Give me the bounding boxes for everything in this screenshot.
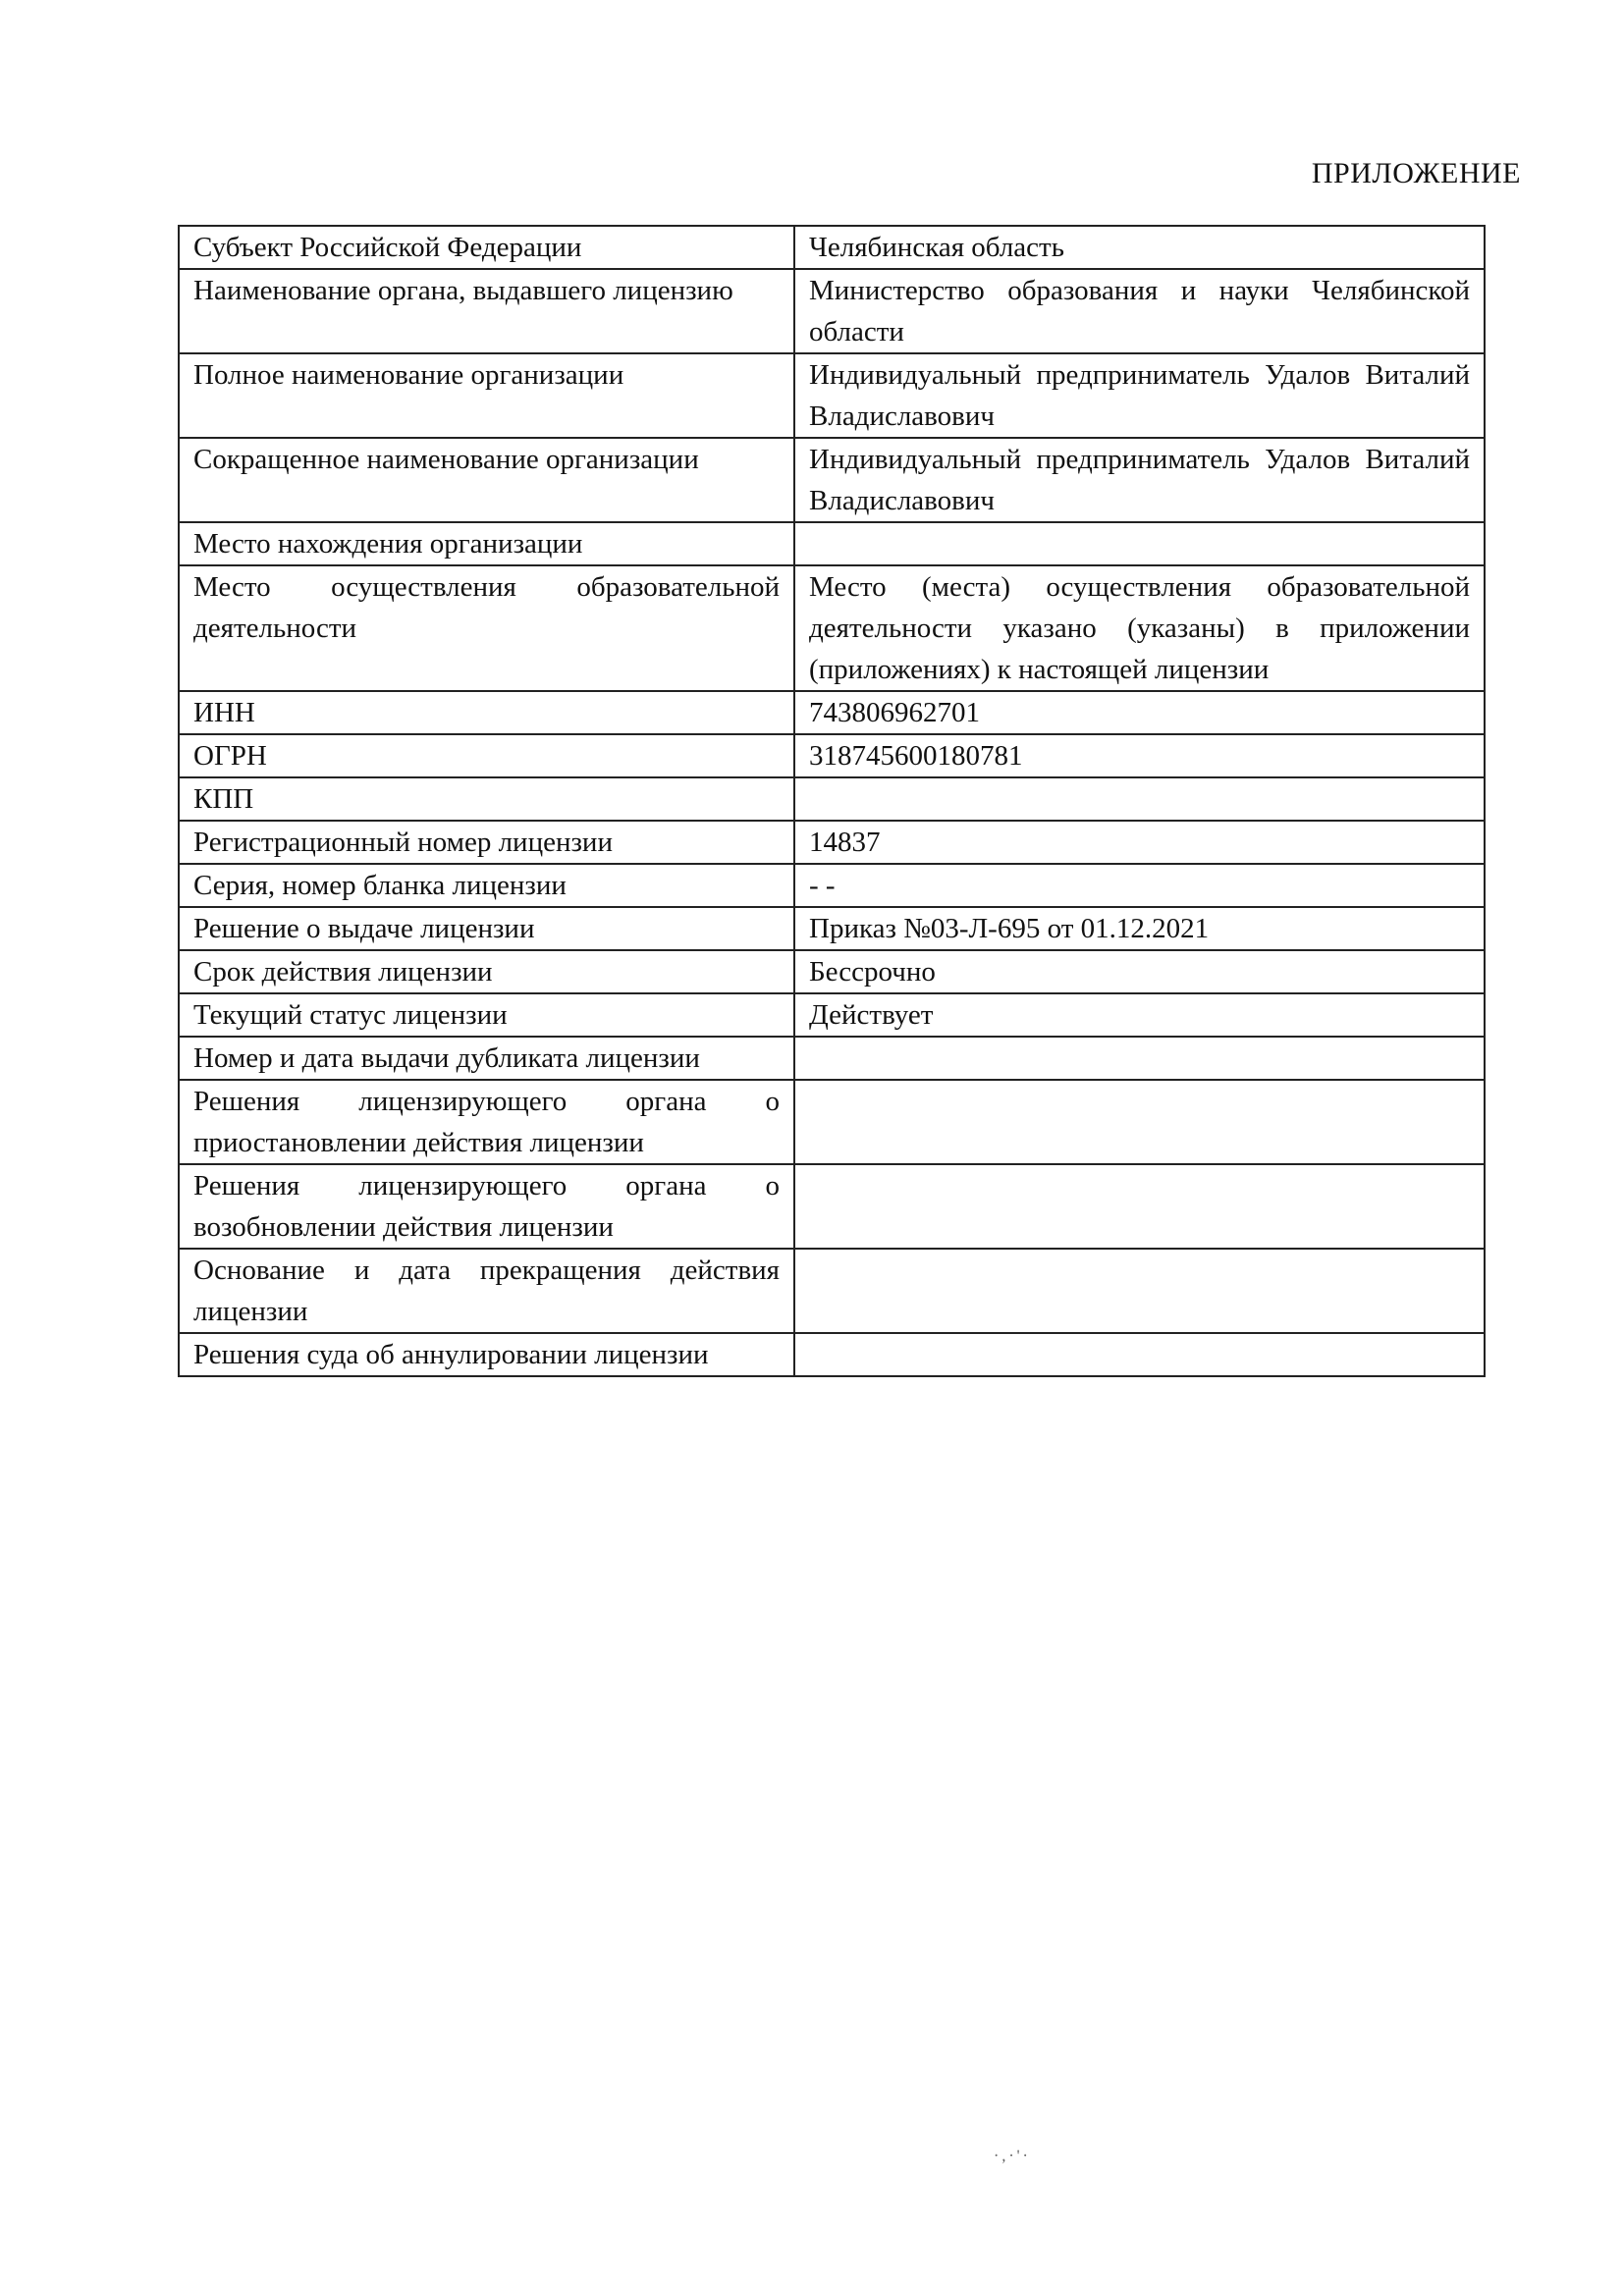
row-value	[794, 777, 1485, 821]
row-value: Индивидуальный предприниматель Удалов Виталий Владиславович	[794, 353, 1485, 438]
table-row	[179, 1164, 1485, 1249]
page-heading: ПРИЛОЖЕНИЕ	[1311, 157, 1521, 189]
table-row	[179, 438, 1485, 522]
row-value: Действует	[794, 993, 1485, 1037]
table-row	[179, 269, 1485, 353]
row-label: Решения суда об аннулировании лицензии	[179, 1333, 794, 1376]
row-label: Субъект Российской Федерации	[179, 226, 794, 269]
row-value: Место (места) осуществления образовательной деятельности указано (указаны) в приложении (приложениях) к настоящей лицензии	[794, 565, 1485, 691]
row-label: Основание и дата прекращения действия лицензии	[179, 1249, 794, 1333]
row-label: Место нахождения организации	[179, 522, 794, 565]
table-row	[179, 565, 1485, 691]
table-row	[179, 1333, 1485, 1376]
row-label: Место осуществления образовательной деятельности	[179, 565, 794, 691]
row-label: Сокращенное наименование организации	[179, 438, 794, 522]
row-value: Индивидуальный предприниматель Удалов Виталий Владиславович	[794, 438, 1485, 522]
row-value	[794, 522, 1485, 565]
row-value: Челябинская область	[794, 226, 1485, 269]
row-label: Текущий статус лицензии	[179, 993, 794, 1037]
table-row	[179, 226, 1485, 269]
row-value: - -	[794, 864, 1485, 907]
table-row	[179, 864, 1485, 907]
table-row	[179, 1080, 1485, 1164]
row-label: ОГРН	[179, 734, 794, 777]
table-row	[179, 907, 1485, 950]
row-label: Срок действия лицензии	[179, 950, 794, 993]
row-label: Регистрационный номер лицензии	[179, 821, 794, 864]
row-label: Полное наименование организации	[179, 353, 794, 438]
table-row	[179, 821, 1485, 864]
row-value: Министерство образования и науки Челябинской области	[794, 269, 1485, 353]
row-value: 14837	[794, 821, 1485, 864]
row-label: Наименование органа, выдавшего лицензию	[179, 269, 794, 353]
row-value: Бессрочно	[794, 950, 1485, 993]
row-value	[794, 1249, 1485, 1333]
row-value: 743806962701	[794, 691, 1485, 734]
footer-scan-mark: ·,·'·	[994, 2148, 1031, 2164]
row-value: Приказ №03-Л-695 от 01.12.2021	[794, 907, 1485, 950]
row-label: Решения лицензирующего органа о возобновлении действия лицензии	[179, 1164, 794, 1249]
row-value	[794, 1333, 1485, 1376]
row-label: Серия, номер бланка лицензии	[179, 864, 794, 907]
row-value	[794, 1164, 1485, 1249]
row-label: ИНН	[179, 691, 794, 734]
table-row	[179, 353, 1485, 438]
table-row	[179, 691, 1485, 734]
row-value: 318745600180781	[794, 734, 1485, 777]
table-row	[179, 1037, 1485, 1080]
row-label: Номер и дата выдачи дубликата лицензии	[179, 1037, 794, 1080]
table-row	[179, 734, 1485, 777]
table-row	[179, 1249, 1485, 1333]
license-info-table	[178, 225, 1486, 1377]
table-row	[179, 950, 1485, 993]
table-row	[179, 993, 1485, 1037]
row-value	[794, 1037, 1485, 1080]
row-label: Решение о выдаче лицензии	[179, 907, 794, 950]
table-row	[179, 777, 1485, 821]
row-value	[794, 1080, 1485, 1164]
row-label: КПП	[179, 777, 794, 821]
row-label: Решения лицензирующего органа о приостановлении действия лицензии	[179, 1080, 794, 1164]
table-row	[179, 522, 1485, 565]
